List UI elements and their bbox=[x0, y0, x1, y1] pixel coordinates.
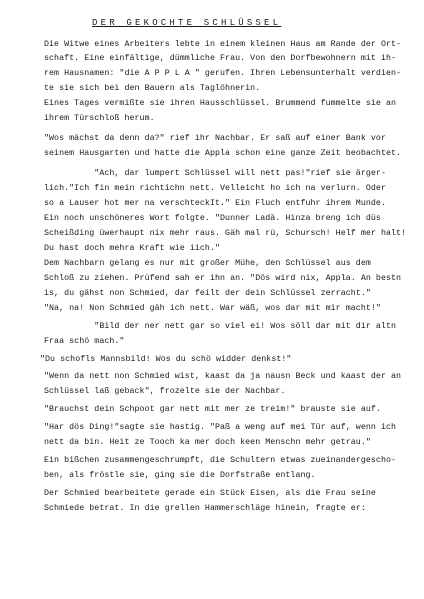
text-line: Ein noch unschöneres Wort folgte. "Dunner Ladä. Hinza breng ich düs bbox=[44, 214, 381, 223]
text-line: te sie sich bei den Bauern als Taglöhnerin. bbox=[44, 84, 261, 93]
text-line: "Wos mächst da denn da?" rief ihr Nachbar. Er saß auf einer Bank vor bbox=[44, 134, 386, 143]
text-line: is, du gähst non Schmied, dar feilt der dein Schlüssel zerracht." bbox=[44, 289, 371, 298]
text-line: lich."Ich fin mein richtichn nett. Velleicht ho ich na verlurn. Oder bbox=[44, 184, 386, 193]
text-line: Der Schmied bearbeitete gerade ein Stück Eisen, als die Frau seine bbox=[44, 489, 376, 498]
text-line: Fraa schö mach." bbox=[44, 337, 125, 346]
text-line: seinem Hausgarten und hatte die Appla schon eine ganze Zeit beobachtet. bbox=[44, 149, 402, 158]
text-line: Eines Tages vermißte sie ihren Hausschlüssel. Brummend fummelte sie an bbox=[44, 99, 397, 108]
text-line: "Bild der ner nett gar so viel ei! Wos söll dar mit dir altn bbox=[44, 322, 397, 331]
text-line: schaft. Eine einfältige, dümmliche Frau. Von den Dorfbewohnern mit ih- bbox=[44, 54, 397, 63]
text-line: Die Witwe eines Arbeiters lebte in einem kleinen Haus am Rande der Ort- bbox=[44, 40, 402, 49]
text-line: ihrem Türschloß herum. bbox=[44, 114, 155, 123]
text-line: nett da bin. Heit ze Tooch ka mer doch keen Menschn mehr getrau." bbox=[44, 438, 371, 447]
text-line: Du hast doch mehra Kraft wie iich." bbox=[44, 244, 221, 253]
text-line: ben, als fröstle sie, ging sie die Dorfstraße entlang. bbox=[44, 471, 316, 480]
text-line: "Du schofls Mannsbild! Wos du schö widder denkst!" bbox=[40, 355, 292, 364]
text-line: "Wenn da nett non Schmied wist, kaast da ja nausn Beck und kaast der an bbox=[44, 372, 402, 381]
text-line: "Ach, dar lumpert Schlüssel will nett pas!"rief sie ärger- bbox=[44, 169, 386, 178]
text-line: so a Lauser hot mer na verschteckIt." Ein Fluch entfuhr ihrem Munde. bbox=[44, 199, 386, 208]
text-line: Dem Nachbarn gelang es nur mit großer Mühe, den Schlüssel aus dem bbox=[44, 259, 371, 268]
text-line: "Har dös Ding!"sagte sie hastig. "Paß a weng auf mei Tür auf, wenn ich bbox=[44, 423, 397, 432]
text-line: Scheißding üwerhaupt nix mehr raus. Gäh mal rü, Schursch! Helf mer halt! bbox=[44, 229, 407, 238]
text-line: Schlüssel laß geback", frozelte sie der Nachbar. bbox=[44, 387, 286, 396]
text-line: "Brauchst dein Schpoot gar nett mit mer ze treim!" brauste sie auf. bbox=[44, 405, 381, 414]
text-line: Schloß zu ziehen. Prüfend sah er ihn an. "Dös wird nix, Appla. An bestn bbox=[44, 274, 402, 283]
story-title: DER GEKOCHTE SCHLÜSSEL bbox=[92, 18, 282, 28]
text-line: "Na, na! Non Schmied gäh ich nett. War wäß, wos dar mit mir macht!" bbox=[44, 304, 381, 313]
text-line: Schmiede betrat. In die grellen Hammerschläge hinein, fragte er: bbox=[44, 504, 366, 513]
text-line: rem Hausnamen: "die A P P L A " gerufen. Ihren Lebensunterhalt verdien- bbox=[44, 69, 402, 78]
text-line: Ein bißchen zusammengeschrumpft, die Schultern etwas zueinandergescho- bbox=[44, 456, 397, 465]
